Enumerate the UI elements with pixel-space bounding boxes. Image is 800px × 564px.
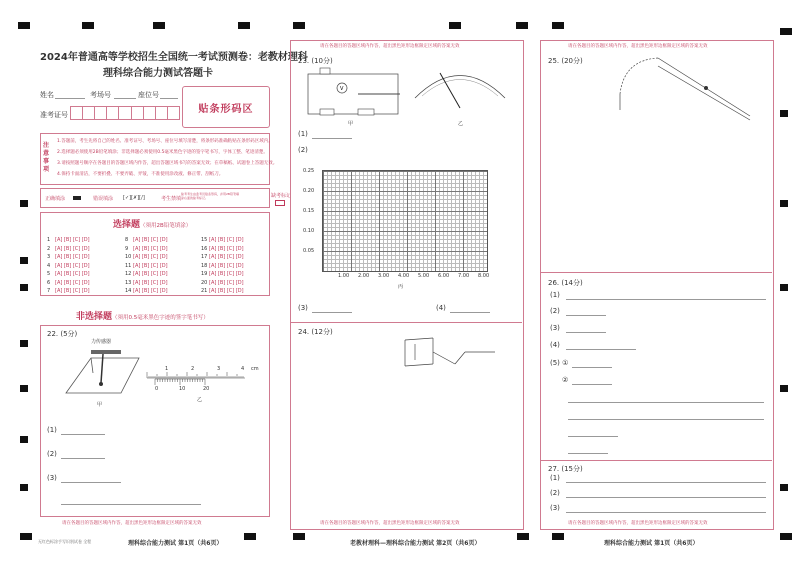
choice-item-1[interactable]: [47, 237, 90, 243]
room-field[interactable]: [114, 98, 136, 99]
q26-answer-4-label: (4): [550, 341, 560, 349]
q26-answer-3-label: (3): [550, 324, 560, 332]
q26-answer-6e[interactable]: [568, 453, 608, 454]
q22-label: 22. (5分): [47, 330, 78, 338]
page-title: 2024年普通高等学校招生全国统一考试预测卷：老教材理科: [40, 52, 308, 63]
warning-text: 请在各题目的答题区域内作答，超出黑色矩形边框限定区域的答案无效: [320, 44, 460, 49]
q27-label: 27. (15分): [548, 465, 583, 473]
choice-number: 13: [125, 279, 132, 286]
choice-number: 9: [125, 245, 129, 252]
timing-mark: [20, 257, 28, 264]
choice-options[interactable]: [A] [B] [C] [D]: [133, 254, 168, 260]
choice-number: 17: [201, 254, 208, 260]
choice-options[interactable]: [A] [B] [C] [D]: [133, 279, 168, 286]
q23-y-tick: 0.10: [303, 228, 315, 234]
q22-answer-3[interactable]: [61, 482, 121, 483]
q22-fig-a: [61, 338, 141, 398]
timing-mark: [20, 200, 28, 207]
q27-answer-2-label: (2): [550, 489, 560, 497]
vernier-label-20: 20: [203, 386, 210, 392]
q23-fig-a-caption: 甲: [348, 121, 354, 127]
timing-mark: [517, 533, 529, 540]
timing-mark: [20, 340, 28, 347]
choice-number: 20: [201, 279, 208, 286]
choice-item-15[interactable]: [201, 237, 244, 243]
choice-number: 6: [47, 279, 51, 286]
q26-answer-6c[interactable]: [568, 419, 764, 420]
corner-note: 无红色标涂手写识别试卷 全程: [38, 539, 92, 544]
q23-y-tick: 0.15: [303, 208, 315, 214]
q23-y-tick: 0.20: [303, 188, 315, 194]
room-label: 考场号: [90, 91, 111, 99]
choice-item-9[interactable]: [125, 246, 168, 252]
timing-mark: [780, 284, 788, 291]
choice-item-19[interactable]: [201, 271, 244, 277]
q23-meter-dial: [410, 58, 510, 118]
q26-answer-3[interactable]: [566, 332, 606, 333]
choice-options[interactable]: [A] [B] [C] [D]: [55, 245, 90, 252]
seat-field[interactable]: [160, 98, 178, 99]
q22-answer-2-label: (2): [47, 450, 57, 458]
barcode-label: 贴条形码区: [198, 103, 254, 115]
name-label: 姓名: [40, 91, 54, 99]
choice-title: 选择题（须用2B铅笔填涂）: [113, 220, 192, 230]
q26-answer-5[interactable]: [572, 367, 612, 368]
q24-label: 24. (12分): [298, 328, 333, 336]
choice-options[interactable]: [A] [B] [C] [D]: [209, 279, 244, 286]
choice-options[interactable]: [A] [B] [C] [D]: [55, 262, 90, 269]
nonchoice-title: 非选择题（须用0.5毫米黑色字迹的签字笔书写）: [76, 312, 209, 322]
q23-plot-caption: 丙: [398, 284, 404, 290]
id-label: 准考证号: [40, 111, 68, 119]
timing-mark: [516, 22, 528, 29]
q23-part4-answer[interactable]: [450, 312, 490, 313]
choice-options[interactable]: [A] [B] [C] [D]: [55, 288, 90, 294]
vernier-label-0: 0: [155, 386, 159, 392]
choice-item-11[interactable]: [125, 263, 168, 269]
choice-number: 18: [201, 262, 208, 269]
q23-q24-divider: [290, 322, 522, 323]
choice-item-12[interactable]: [125, 271, 168, 277]
absent-label: 考生禁填: [161, 196, 182, 202]
timing-mark: [238, 22, 250, 29]
choice-number: 8: [125, 237, 129, 243]
q27-answer-1[interactable]: [566, 482, 766, 483]
choice-item-21[interactable]: [201, 288, 244, 294]
choice-item-4[interactable]: [47, 263, 90, 269]
q26-answer-6d[interactable]: [568, 436, 618, 437]
choice-item-10[interactable]: [125, 254, 168, 260]
vernier-label-10: 10: [179, 386, 186, 392]
q26-q27-divider: [540, 460, 772, 461]
timing-mark: [18, 22, 30, 29]
choice-options[interactable]: [A] [B] [C] [D]: [209, 288, 244, 294]
q22-answer-3-label: (3): [47, 474, 57, 482]
warning-text: 请在各题目的答题区域内作答，超出黑色矩形边框限定区域的答案无效: [320, 521, 460, 526]
q23-x-tick: 4.00: [398, 273, 410, 279]
choice-options[interactable]: [A] [B] [C] [D]: [133, 237, 168, 243]
q27-answer-2[interactable]: [566, 497, 766, 498]
q23-x-tick: 3.00: [378, 273, 390, 279]
ruler-label-1: 1: [165, 366, 169, 372]
choice-item-5[interactable]: [47, 271, 90, 277]
q23-part4-label: (4): [436, 304, 446, 312]
q22-box: [40, 325, 270, 517]
seat-label: 座位号: [138, 91, 159, 99]
choice-item-16[interactable]: [201, 246, 244, 252]
choice-number: 3: [47, 254, 51, 260]
timing-mark: [244, 533, 256, 540]
barcode-area: [182, 86, 270, 128]
warning-text: 请在各题目的答题区域内作答，超出黑色矩形边框限定区域的答案无效: [62, 521, 202, 526]
id-boxes[interactable]: [70, 106, 180, 120]
timing-mark: [552, 533, 564, 540]
timing-mark: [552, 22, 564, 29]
q23-part1-answer[interactable]: [312, 138, 352, 139]
timing-mark: [20, 436, 28, 443]
q23-x-tick: 1.00: [338, 273, 350, 279]
choice-number: 14: [125, 288, 132, 294]
q22-fig-b-caption: 乙: [197, 397, 203, 403]
ruler-label-3: 3: [217, 366, 221, 372]
q23-part3-label: (3): [298, 304, 308, 312]
timing-mark: [449, 22, 461, 29]
q22-answer-2[interactable]: [61, 458, 105, 459]
timing-mark: [293, 22, 305, 29]
choice-number: 12: [125, 271, 132, 277]
choice-options[interactable]: [A] [B] [C] [D]: [133, 245, 168, 252]
q23-x-tick: 2.00: [358, 273, 370, 279]
choice-options[interactable]: [A] [B] [C] [D]: [209, 237, 244, 243]
page-3-footer: 理科综合能力测试 第1页（共6页）: [604, 540, 699, 547]
q23-circuit-diagram: [300, 64, 410, 124]
warning-text: 请在各题目的答题区域内作答，超出黑色矩形边框限定区域的答案无效: [568, 521, 708, 526]
q26-answer-2-label: (2): [550, 307, 560, 315]
q27-answer-3[interactable]: [566, 512, 766, 513]
q22-answer-3b[interactable]: [61, 504, 201, 505]
choice-item-20[interactable]: [201, 280, 244, 286]
choice-options[interactable]: [A] [B] [C] [D]: [55, 254, 90, 260]
timing-mark: [780, 533, 792, 540]
q22-answer-1-label: (1): [47, 426, 57, 434]
q27-answer-3-label: (3): [550, 504, 560, 512]
choice-section: [40, 212, 270, 296]
timing-mark: [20, 284, 28, 291]
choice-number: 15: [201, 237, 208, 243]
q23-x-tick: 7.00: [458, 273, 470, 279]
q23-plot-grid[interactable]: [322, 170, 488, 272]
choice-item-2[interactable]: [47, 246, 90, 252]
choice-number: 5: [47, 271, 51, 277]
choice-number: 2: [47, 245, 51, 252]
choice-item-6[interactable]: [47, 280, 90, 286]
timing-mark: [780, 200, 788, 207]
q23-y-tick: 0.25: [303, 168, 315, 174]
q26-label: 26. (14分): [548, 279, 583, 287]
choice-number: 19: [201, 271, 208, 277]
choice-options[interactable]: [A] [B] [C] [D]: [209, 254, 244, 260]
name-field[interactable]: [55, 98, 85, 99]
q22-sensor-label: 力传感器: [91, 339, 112, 345]
q26-answer-5-label: (5) ①: [550, 359, 569, 367]
q23-label: 23. (10分): [298, 57, 333, 65]
notice-line: 1.答题前，考生先将自己的姓名、准考证号、考场号、座位号填写清楚，将条形码准确粘贴在条形码区域内。: [57, 139, 273, 144]
choice-number: 11: [125, 262, 132, 269]
q23-x-tick: 6.00: [438, 273, 450, 279]
page-2-footer: 老教材理科—理科综合能力测试 第2页（共6页）: [350, 540, 481, 547]
q23-x-tick: 5.00: [418, 273, 430, 279]
choice-number: 21: [201, 288, 208, 294]
timing-mark: [20, 385, 28, 392]
choice-options[interactable]: [A] [B] [C] [D]: [55, 279, 90, 286]
q26-answer-4[interactable]: [566, 349, 636, 350]
choice-item-3[interactable]: [47, 254, 90, 260]
absent-mark-label: 缺考标记: [271, 193, 292, 199]
svg-text:V: V: [340, 86, 344, 92]
warning-text: 请在各题目的答题区域内作答，超出黑色矩形边框限定区域的答案无效: [568, 44, 708, 49]
notice-line: 2.选择题必须使用2B铅笔填涂；非选择题必须使用0.5毫米黑色字迹的签字笔书写，字体工整、笔迹清楚。: [57, 150, 268, 155]
ruler-label-4: 4: [241, 366, 245, 372]
timing-mark: [20, 484, 28, 491]
wrong-fill-sample: [✓][✗][/]: [123, 195, 145, 201]
fill-example-box: [40, 188, 292, 208]
q22-answer-1[interactable]: [61, 434, 105, 435]
wrong-fill-label: 错误填涂: [93, 196, 114, 202]
notice-label: 注意事项: [43, 142, 50, 173]
choice-item-17[interactable]: [201, 254, 244, 260]
choice-number: 1: [47, 237, 51, 243]
q26-answer-1-label: (1): [550, 291, 560, 299]
timing-mark: [780, 110, 788, 117]
choice-item-14[interactable]: [125, 288, 168, 294]
absent-note: 缺考考生由监考员贴条形码，并用2B铅笔填涂右面的缺考标记。: [181, 192, 239, 200]
absent-mark-box[interactable]: [275, 200, 285, 206]
q22-fig-a-caption: 甲: [97, 402, 103, 408]
q25-q26-divider: [540, 272, 772, 273]
choice-number: 10: [125, 254, 132, 260]
q25-label: 25. (20分): [548, 57, 583, 65]
choice-number: 7: [47, 288, 51, 294]
q23-x-tick: 8.00: [478, 273, 490, 279]
timing-mark: [780, 385, 788, 392]
q23-part2-label: (2): [298, 146, 308, 154]
choice-options[interactable]: [A] [B] [C] [D]: [55, 271, 90, 277]
timing-mark: [153, 22, 165, 29]
choice-number: 4: [47, 262, 51, 269]
correct-fill-label: 正确填涂: [45, 196, 66, 202]
ruler-unit: cm: [251, 366, 259, 372]
q27-answer-1-label: (1): [550, 474, 560, 482]
q23-y-tick: 0.05: [303, 248, 315, 254]
choice-options[interactable]: [A] [B] [C] [D]: [209, 271, 244, 277]
q24-diagram: [395, 334, 505, 378]
timing-mark: [20, 533, 32, 540]
ruler-label-2: 2: [191, 366, 195, 372]
notice-line: 3.请按照题号顺序在各题目的答题区域内作答，超出答题区域书写的答案无效；在草稿纸、试题卷上答题无效。: [57, 161, 278, 166]
choice-options[interactable]: [A] [B] [C] [D]: [133, 271, 168, 277]
q23-part1-label: (1): [298, 130, 308, 138]
page-1-footer: 理科综合能力测试 第1页（共6页）: [128, 540, 223, 547]
timing-mark: [293, 533, 305, 540]
choice-options[interactable]: [A] [B] [C] [D]: [209, 245, 244, 252]
choice-options[interactable]: [A] [B] [C] [D]: [133, 288, 168, 294]
timing-mark: [780, 28, 792, 35]
page-subtitle: 理科综合能力测试答题卡: [103, 68, 213, 79]
choice-item-7[interactable]: [47, 288, 90, 294]
correct-fill-sample: [73, 196, 81, 200]
choice-options[interactable]: [A] [B] [C] [D]: [209, 262, 244, 269]
q25-diagram: [610, 54, 760, 124]
choice-number: 16: [201, 245, 208, 252]
choice-options[interactable]: [A] [B] [C] [D]: [133, 262, 168, 269]
q26-answer-6a[interactable]: [572, 384, 612, 385]
choice-options[interactable]: [A] [B] [C] [D]: [55, 237, 90, 243]
q23-fig-b-caption: 乙: [458, 121, 464, 127]
q26-answer-6b[interactable]: [568, 402, 764, 403]
timing-mark: [82, 22, 94, 29]
choice-item-18[interactable]: [201, 263, 244, 269]
notice-line: 4.保持卡面清洁，不要折叠、不要弄破、弄皱，不准使用涂改液、修正带、刮纸刀。: [57, 172, 224, 177]
q23-part3-answer[interactable]: [312, 312, 352, 313]
choice-item-13[interactable]: [125, 280, 168, 286]
notice-box: [40, 133, 278, 185]
q26-answer-2[interactable]: [566, 315, 606, 316]
timing-mark: [780, 484, 788, 491]
choice-item-8[interactable]: [125, 237, 168, 243]
q26-answer-1[interactable]: [566, 299, 766, 300]
q26-answer-6-label: ②: [562, 376, 569, 384]
